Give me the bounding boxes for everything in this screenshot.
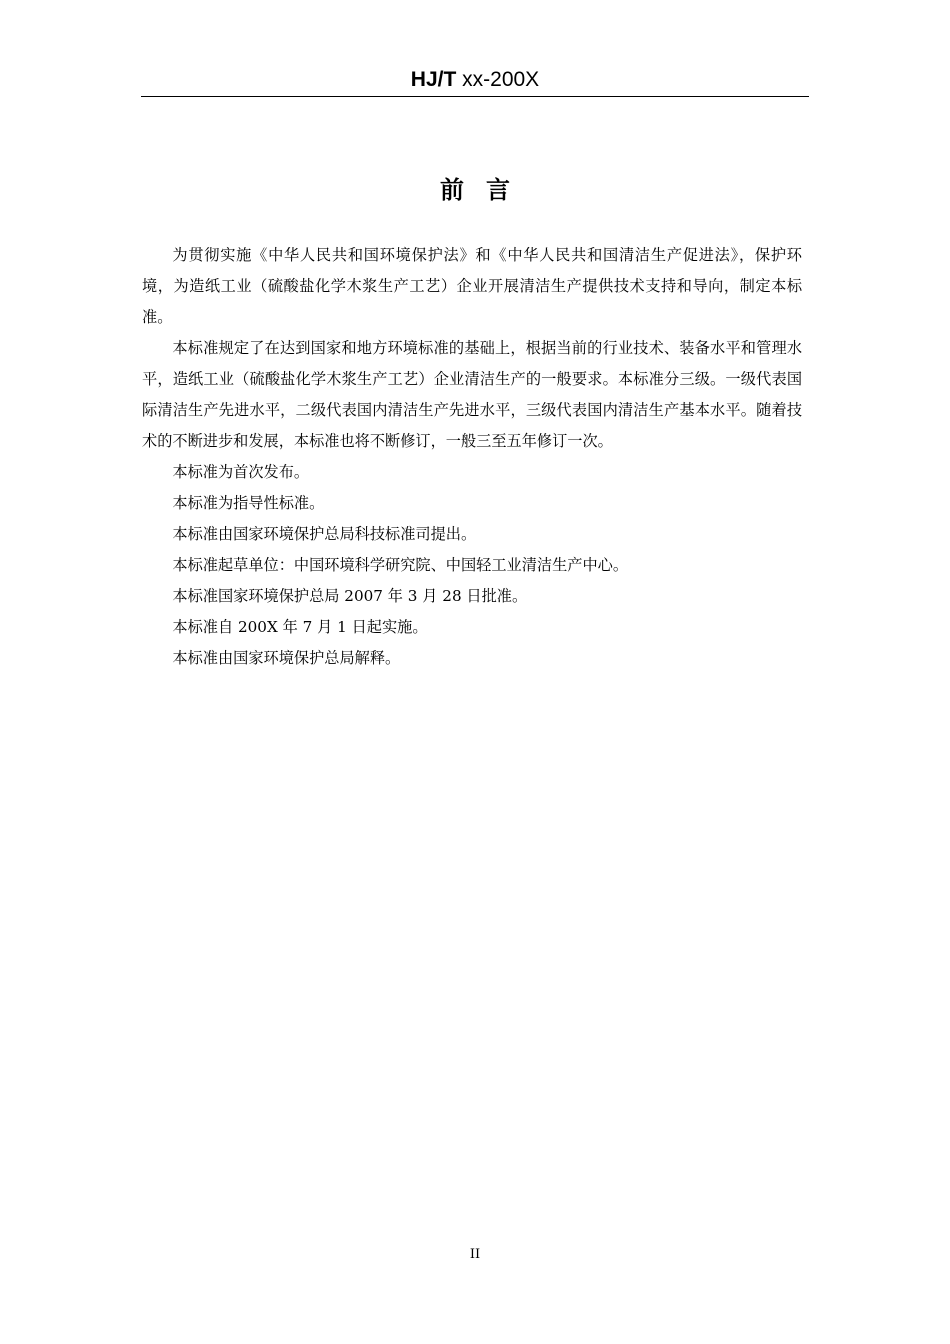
paragraph-proposer: 本标准由国家环境保护总局科技标准司提出。 — [172, 525, 477, 543]
paragraph-scope: 本标准规定了在达到国家和地方环境标准的基础上，根据当前的行业技术、装备水平和管理水平，造纸工业（硫酸盐化学木浆生产工艺）企业清洁生产的一般要求。本标准分三级。一级代表国际清洁生产先进水平，二级代表国内清洁生产先进水平，三级代表国内清洁生产基本水平。随着技术的不断进步和发展，本标准也将不断修订，一般三至五年修订一次。 — [142, 339, 802, 450]
page-number: II — [469, 1247, 481, 1262]
standard-code-prefix: HJ/T — [410, 68, 457, 91]
paragraph-interpretation: 本标准由国家环境保护总局解释。 — [172, 649, 401, 667]
page-title: 前言 — [440, 176, 532, 204]
paragraph-drafting-units: 本标准起草单位：中国环境科学研究院、中国轻工业清洁生产中心。 — [172, 556, 629, 574]
standard-code-number: xx-200X — [456, 68, 540, 91]
paragraph-purpose: 为贯彻实施《中华人民共和国环境保护法》和《中华人民共和国清洁生产促进法》，保护环境，为造纸工业（硫酸盐化学木浆生产工艺）企业开展清洁生产提供技术支持和导向，制定本标准。 — [142, 246, 802, 326]
standard-code — [411, 68, 539, 91]
page-header — [141, 66, 809, 97]
paragraph-guidance: 本标准为指导性标准。 — [172, 494, 325, 512]
foreword-body — [142, 240, 802, 674]
paragraph-first-release: 本标准为首次发布。 — [172, 463, 310, 481]
paragraph-implementation: 本标准自 200X 年 7 月 1 日起实施。 — [172, 618, 428, 636]
paragraph-approval: 本标准国家环境保护总局 2007 年 3 月 28 日批准。 — [172, 587, 528, 605]
